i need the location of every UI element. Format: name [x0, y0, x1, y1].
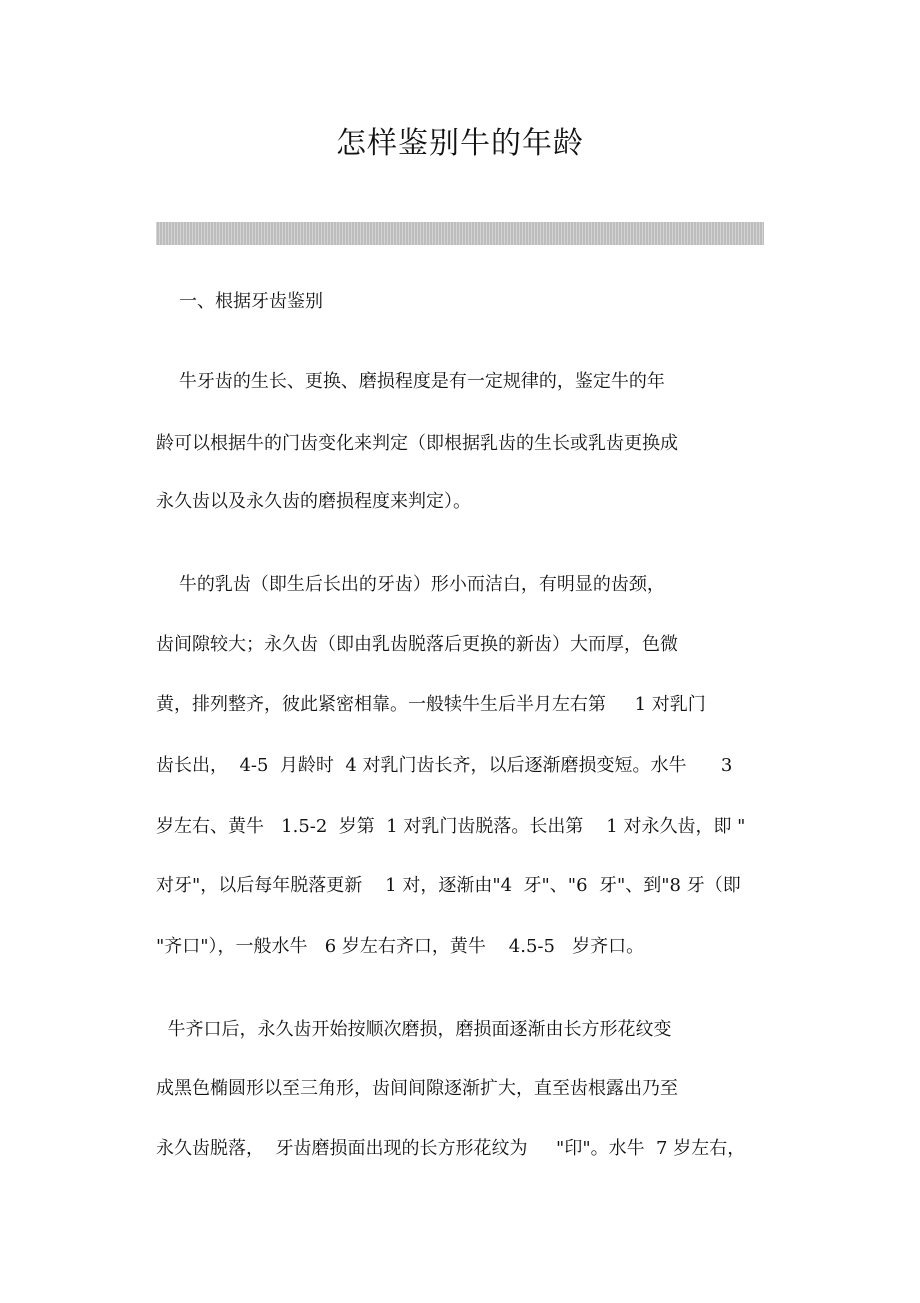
paragraph-1-line-1: 牛牙齿的生长、更换、磨损程度是有一定规律的，鉴定牛的年 — [156, 371, 665, 392]
section-heading: 一、根据牙齿鉴别 — [179, 291, 323, 312]
paragraph-2-line-4: 齿长出， 4-5 月龄时 4 对乳门齿长齐，以后逐渐磨损变短。水牛 3 — [156, 755, 733, 776]
paragraph-2-line-3: 黄，排列整齐，彼此紧密相靠。一般犊牛生后半月左右第 1 对乳门 — [156, 694, 706, 715]
paragraph-2-line-6: 对牙"，以后每年脱落更新 1 对，逐渐由"4 牙"、"6 牙"、到"8 牙（即 — [156, 875, 741, 896]
paragraph-2-line-5: 岁左右、黄牛 1.5-2 岁第 1 对乳门齿脱落。长出第 1 对永久齿，即 " — [156, 816, 746, 837]
paragraph-2-line-1: 牛的乳齿（即生后长出的牙齿）形小而洁白，有明显的齿颈， — [156, 574, 665, 595]
title-divider — [156, 222, 764, 245]
paragraph-3-line-1: 牛齐口后，永久齿开始按顺次磨损，磨损面逐渐由长方形花纹变 — [156, 1019, 672, 1040]
paragraph-3-line-2: 成黑色椭圆形以至三角形，齿间间隙逐渐扩大，直至齿根露出乃至 — [156, 1078, 678, 1099]
paragraph-1-line-2: 龄可以根据牛的门齿变化来判定（即根据乳齿的生长或乳齿更换成 — [156, 433, 678, 454]
document-title: 怎样鉴别牛的年龄 — [336, 126, 584, 161]
paragraph-2-line-7: "齐口"），一般水牛 6 岁左右齐口，黄牛 4.5-5 岁齐口。 — [156, 936, 645, 957]
paragraph-3-line-3: 永久齿脱落， 牙齿磨损面出现的长方形花纹为 "印"。水牛 7 岁左右， — [156, 1138, 746, 1159]
paragraph-1-line-3: 永久齿以及永久齿的磨损程度来判定）。 — [156, 491, 471, 512]
paragraph-2-line-2: 齿间隙较大；永久齿（即由乳齿脱落后更换的新齿）大而厚，色微 — [156, 634, 678, 655]
